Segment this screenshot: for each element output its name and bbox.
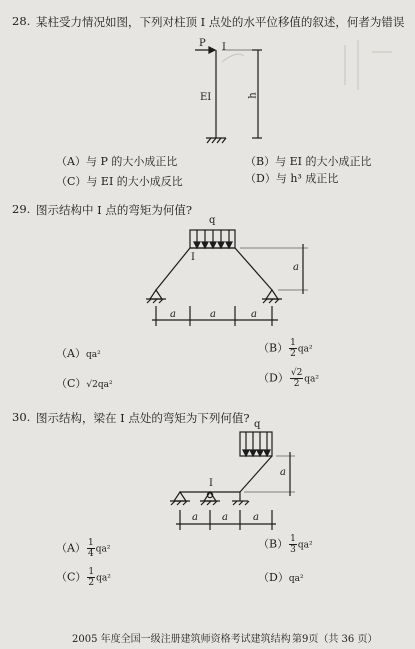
q30-label-i: I	[209, 478, 213, 489]
q29-option-b: （B） $\frac{1}{2}$ qa²	[258, 338, 313, 359]
q30-option-a: （A） $\frac{1}{4}$ qa²	[56, 538, 111, 559]
q29-stem: 图示结构中 I 点的弯矩为何值?	[36, 203, 193, 217]
q29-number: 29.	[12, 202, 31, 216]
q30-number: 30.	[12, 410, 31, 424]
q29-option-d: （D） $\frac{√2}{2}$ qa²	[258, 368, 320, 389]
q28-option-c: （C）与 EI 的大小成反比	[56, 175, 183, 188]
q29-option-a: （A）qa²	[56, 347, 101, 360]
q28-label-ei: EI	[200, 92, 212, 103]
footer-title: 2005 年度全国一级注册建筑师资格考试建筑结构	[72, 634, 291, 645]
q29-label-q: q	[209, 215, 216, 226]
q28-stem: 某柱受力情况如图，下列对柱顶 I 点处的水平位移值的叙述，何者为错误	[36, 15, 405, 29]
q28-number: 28.	[12, 14, 31, 28]
q30-label-a-vertical: a	[280, 467, 286, 478]
q28-label-h: h	[247, 92, 259, 99]
q30-label-q: q	[254, 419, 261, 430]
q29-label-a-2: a	[210, 309, 216, 320]
q30-option-c: （C） $\frac{1}{2}$ qa²	[56, 567, 111, 588]
footer-page: 第9页（共 36 页）	[292, 634, 378, 645]
q30-label-a-2: a	[222, 512, 228, 523]
q30-label-a-1: a	[192, 512, 198, 523]
q28-option-a: （A）与 P 的大小成正比	[56, 155, 178, 168]
q30-option-d: （D）qa²	[258, 571, 304, 584]
q28-label-p: P	[199, 38, 206, 49]
q29-label-a-3: a	[251, 309, 257, 320]
q29-label-a-1: a	[170, 309, 176, 320]
q29-label-a-vertical: a	[293, 262, 299, 273]
q28-option-d: （D）与 h³ 成正比	[245, 172, 339, 185]
q30-label-a-3: a	[253, 512, 259, 523]
q30-option-b: （B） $\frac{1}{3}$ qa²	[258, 534, 313, 555]
q28-option-b: （B）与 EI 的大小成正比	[245, 155, 372, 168]
q30-stem: 图示结构，梁在 I 点处的弯矩为下列何值?	[36, 411, 250, 425]
q28-label-i: I	[222, 42, 226, 53]
q29-option-c: （C）√2qa²	[56, 377, 113, 390]
q29-label-i: I	[191, 252, 195, 263]
q30-inclined-member	[240, 456, 272, 492]
q30-support-left	[174, 492, 186, 501]
